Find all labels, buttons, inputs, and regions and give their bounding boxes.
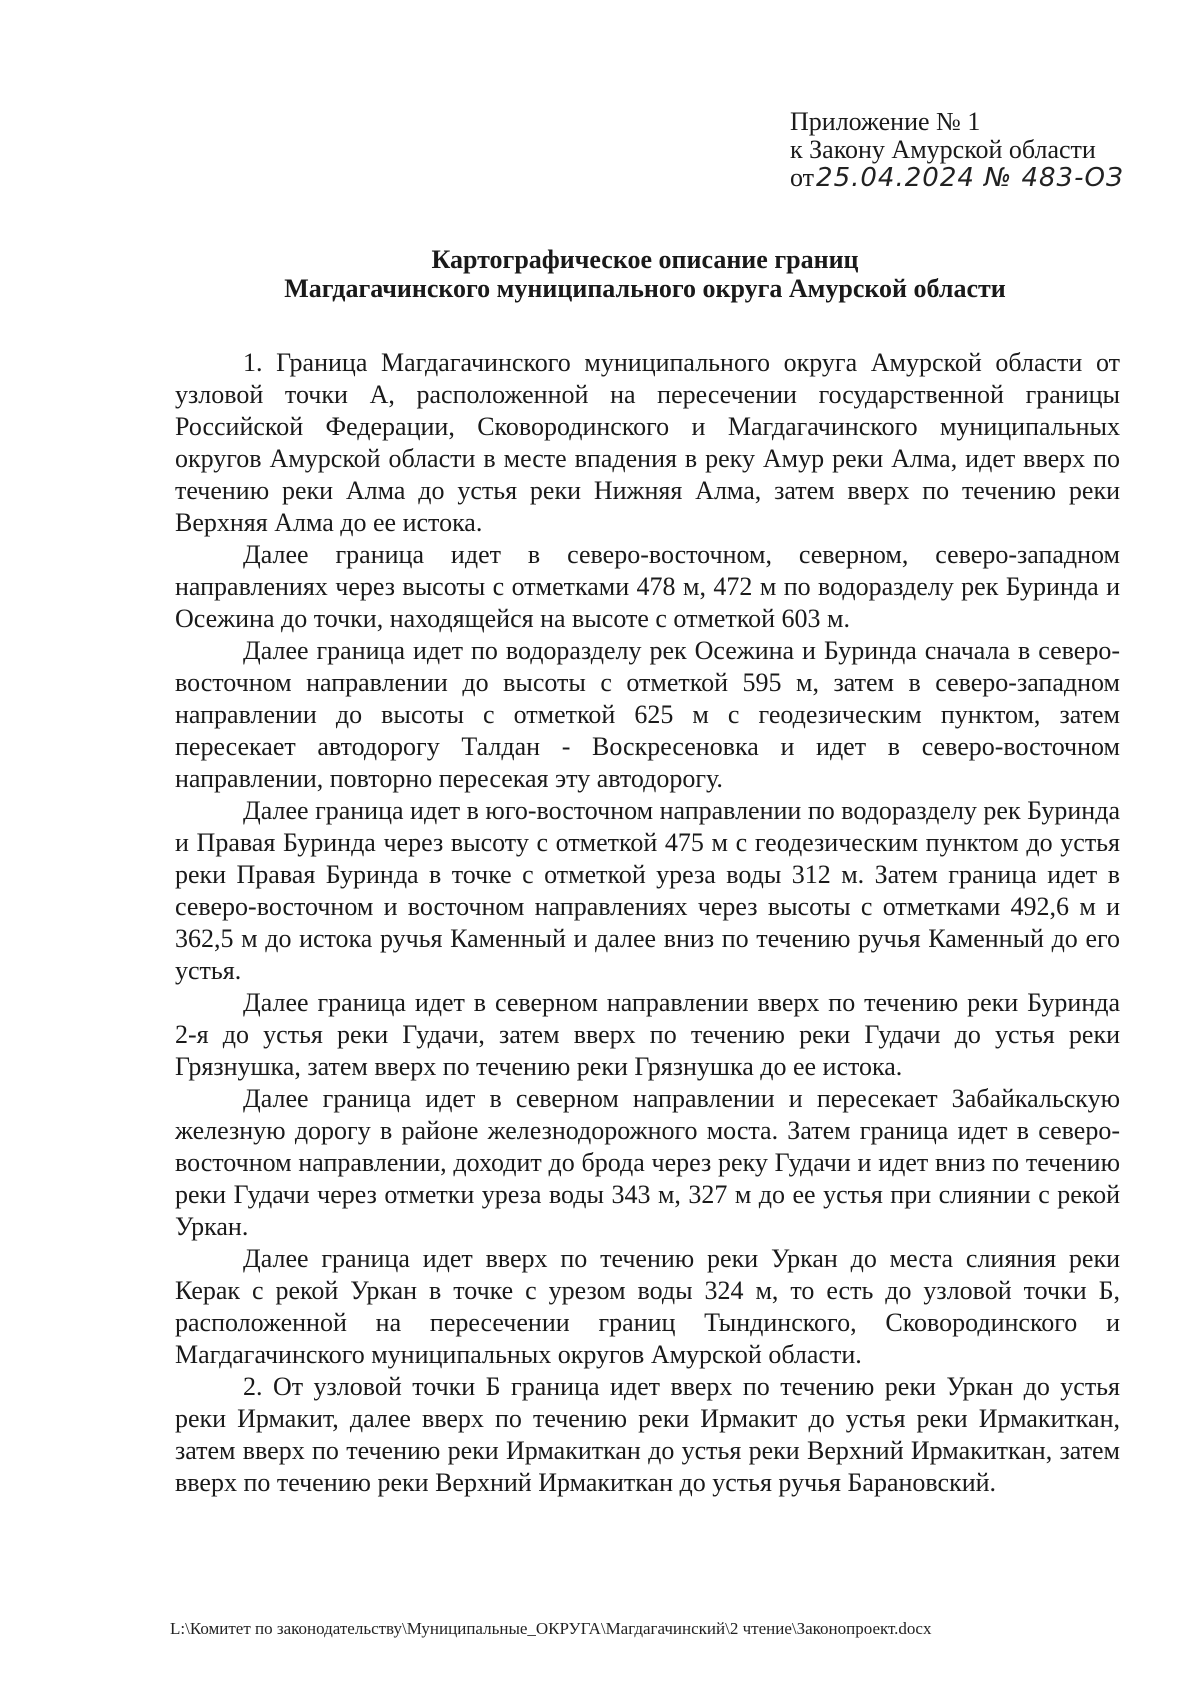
paragraph: Далее граница идет вверх по течению реки Уркан до места слияния реки Керак с рекой Уркан в точке с урезом воды 324 м, то есть до узловой точки Б, расположенной на пересечении границ Тындинского, Сковородинского и Магдагачинского муниципальных округов Амурской области. [175, 1244, 1120, 1369]
handwritten-date-number: 25.04.2024 № 483-ОЗ [816, 163, 1124, 193]
paragraph: 2. От узловой точки Б граница идет вверх по течению реки Уркан до устья реки Ирмакит, далее вверх по течению реки Ирмакит до устья реки Ирмакиткан, затем вверх по течению реки Ирмакиткан до устья реки Верхний Ирмакиткан, затем вверх по течению реки Верхний Ирмакиткан до устья ручья Барановский. [175, 1372, 1120, 1497]
attachment-date-line [790, 164, 1124, 192]
attachment-header [790, 108, 1124, 192]
file-path-footer: L:\Комитет по законодательству\Муниципальные_ОКРУГА\Магдагачинский\2 чтение\Законопроект.docx [170, 1619, 932, 1638]
title-line-2: Магдагачинского муниципального округа Амурской области [284, 274, 1006, 303]
document-body [175, 347, 1120, 1499]
paragraph: Далее граница идет по водоразделу рек Осежина и Буринда сначала в северо-восточном направлении до высоты с отметкой 595 м, затем в северо-западном направлении до высоты с отметкой 625 м с геодезическим пунктом, затем пересекает автодорогу Талдан - Воскресеновка и идет в северо-восточном направлении, повторно пересекая эту автодорогу. [175, 636, 1120, 793]
paragraph: Далее граница идет в северном направлении вверх по течению реки Буринда 2-я до устья реки Гудачи, затем вверх по течению реки Гудачи до устья реки Грязнушка, затем вверх по течению реки Грязнушка до ее истока. [175, 988, 1120, 1081]
attachment-date-prefix: от [790, 163, 815, 192]
title-line-1: Картографическое описание границ [431, 245, 859, 274]
paragraph: Далее граница идет в северном направлении и пересекает Забайкальскую железную дорогу в районе железнодорожного моста. Затем граница идет в северо-восточном направлении, доходит до брода через реку Гудачи и идет вниз по течению реки Гудачи через отметки уреза воды 343 м, 327 м до ее устья при слиянии с рекой Уркан. [175, 1084, 1120, 1241]
paragraph: 1. Граница Магдагачинского муниципального округа Амурской области от узловой точки А, расположенной на пересечении государственной границы Российской Федерации, Сковородинского и Магдагачинского муниципальных округов Амурской области в месте впадения в реку Амур реки Алма, идет вверх по течению реки Алма до устья реки Нижняя Алма, затем вверх по течению реки Верхняя Алма до ее истока. [175, 348, 1120, 537]
paragraph: Далее граница идет в юго-восточном направлении по водоразделу рек Буринда и Правая Буринда через высоту с отметкой 475 м с геодезическим пунктом до устья реки Правая Буринда в точке с отметкой уреза воды 312 м. Затем граница идет в северо-восточном и восточном направлениях через высоты с отметками 492,6 м и 362,5 м до истока ручья Каменный и далее вниз по течению ручья Каменный до его устья. [175, 796, 1120, 985]
attachment-number: Приложение № 1 [790, 107, 981, 136]
document-title [170, 245, 1120, 303]
paragraph: Далее граница идет в северо-восточном, северном, северо-западном направлениях через высоты с отметками 478 м, 472 м по водоразделу рек Буринда и Осежина до точки, находящейся на высоте с отметкой 603 м. [175, 540, 1120, 633]
attachment-law-reference: к Закону Амурской области [790, 135, 1096, 164]
